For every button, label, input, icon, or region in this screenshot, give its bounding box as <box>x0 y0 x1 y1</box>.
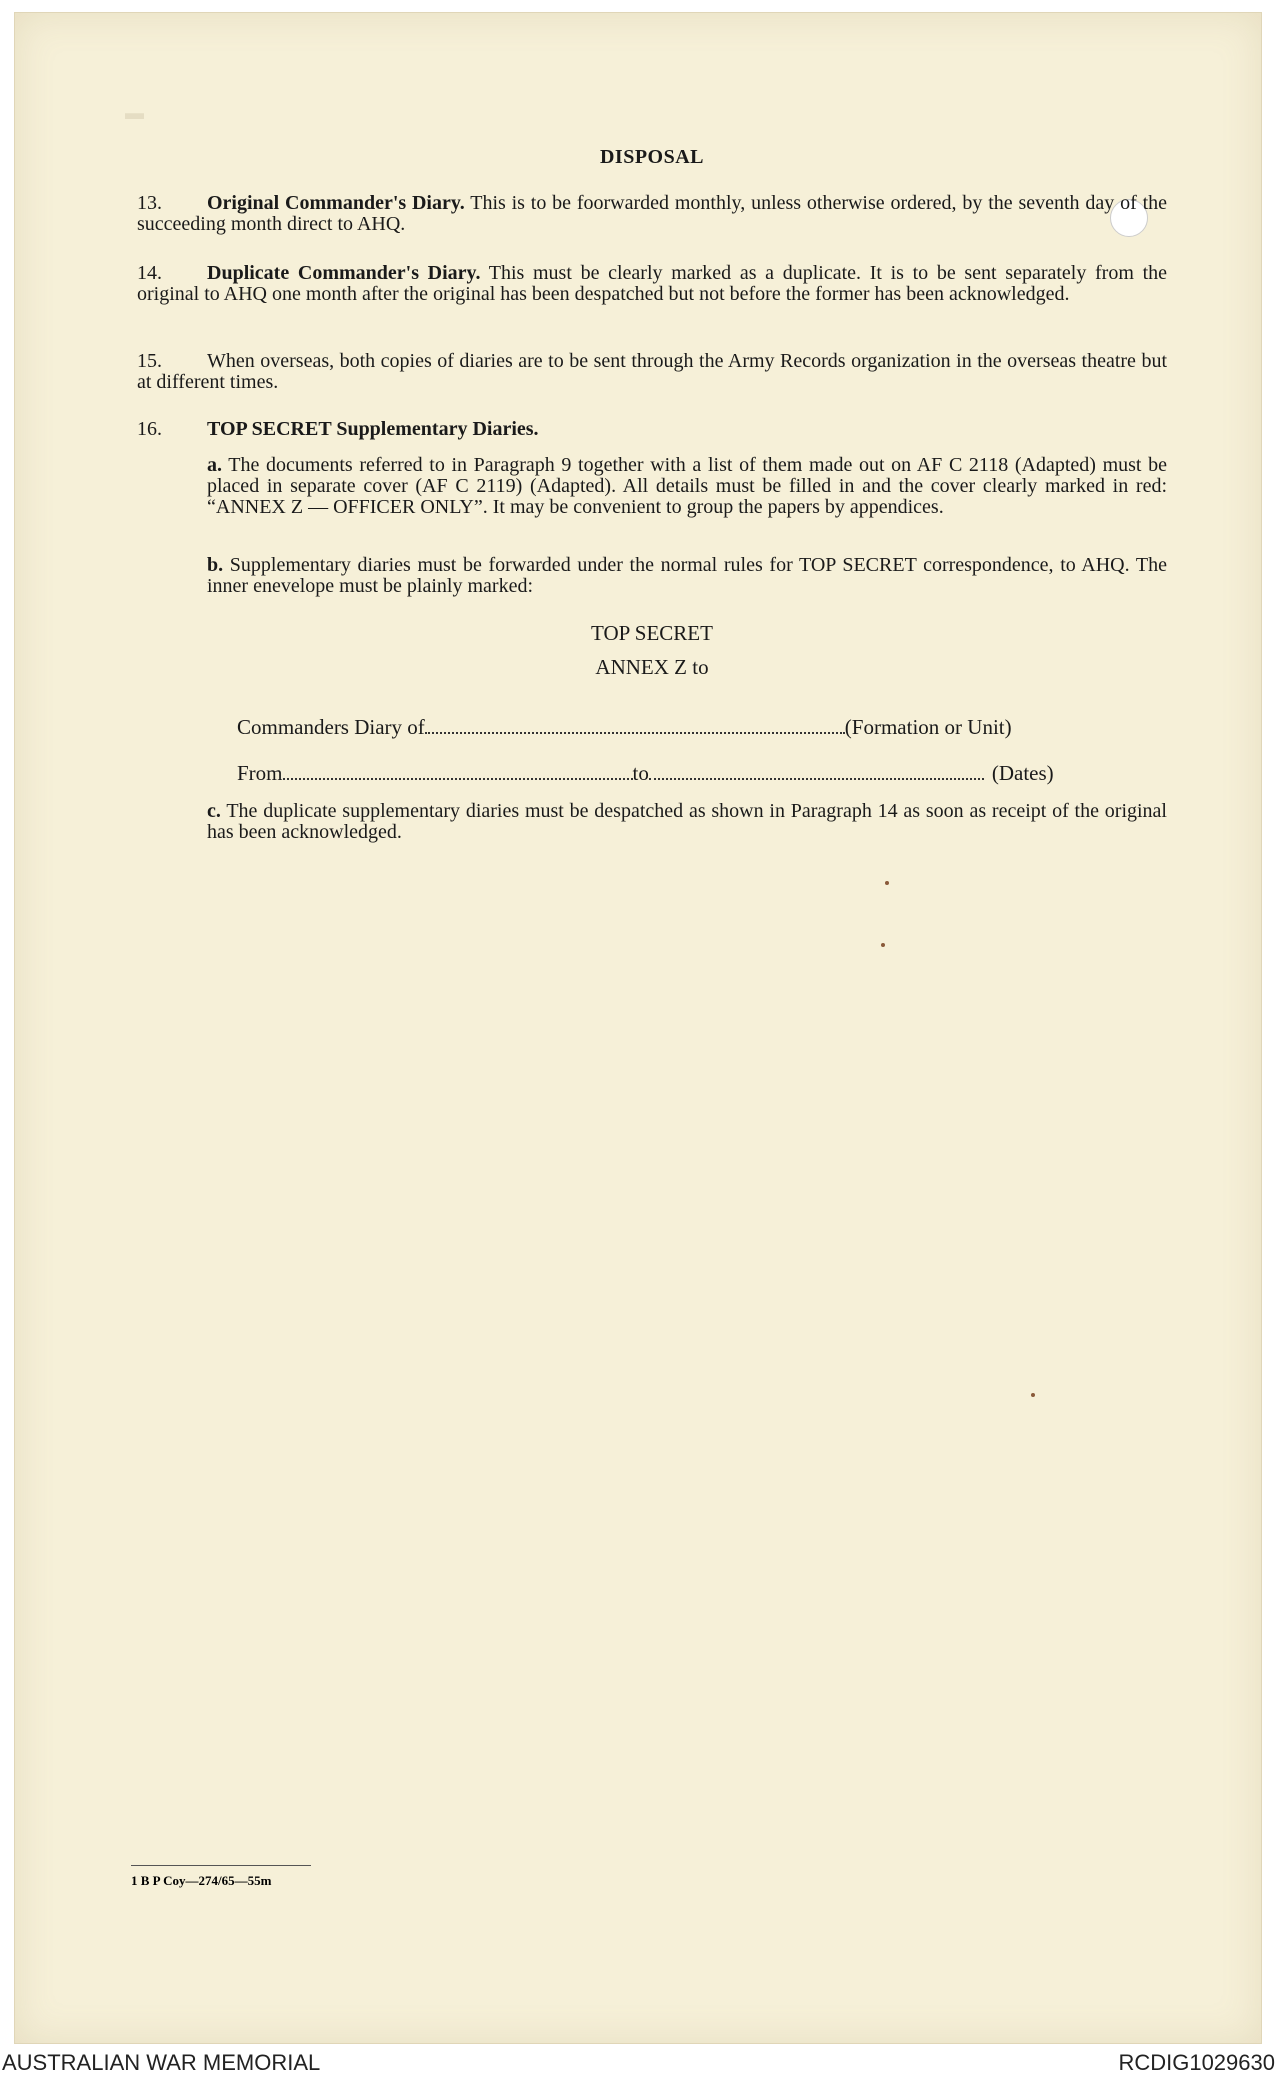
sub-item-text: The documents referred to in Paragraph 9 together with a list of them made out on AF C 2118 (Adapted) must be placed in separate cover (AF C 2119) (Adapted). All details must be filled in and the cover clearly marked in red: “ANNEX Z — OFFICER ONLY”. It may be convenient to group the papers by appendices. <box>207 454 1167 518</box>
commanders-diary-line <box>237 717 1167 738</box>
paragraph-title: TOP SECRET Supplementary Diaries. <box>207 418 539 440</box>
paragraph-number: 15. <box>137 350 162 372</box>
stain-spot <box>1031 1393 1035 1397</box>
to-label: to <box>632 761 649 785</box>
dotted-fill-line <box>283 764 633 780</box>
archive-caption-right: RCDIG1029630 <box>1118 2050 1275 2075</box>
paragraph-number: 13. <box>137 192 162 214</box>
paragraph-text: This must be clearly marked as a duplicate. It is to be sent separately from the original to AHQ one month after the original has been despatched but not before the former has been acknowledged. <box>137 262 1168 305</box>
from-to-line <box>237 763 1167 784</box>
stain-spot <box>885 881 889 885</box>
paragraph-number: 16. <box>137 418 162 440</box>
paragraph-text: This is to be foorwarded monthly, unless otherwise ordered, by the seventh day of the succeeding month direct to AHQ. <box>137 192 1168 235</box>
paragraph-15 <box>137 351 1167 393</box>
section-heading: DISPOSAL <box>599 146 705 168</box>
sub-item-text: The duplicate supplementary diaries must be despatched as shown in Paragraph 14 as soon as receipt of the original has been acknowledged. <box>207 800 1167 843</box>
paragraph-number: 14. <box>137 262 162 284</box>
dates-suffix: (Dates) <box>991 761 1054 785</box>
sub-item-c <box>207 801 1167 843</box>
dotted-fill-line <box>649 764 984 780</box>
sub-item-b <box>207 555 1167 597</box>
paragraph-title: Duplicate Commander's Diary. <box>207 262 481 284</box>
diary-suffix: (Formation or Unit) <box>844 715 1012 739</box>
sub-item-text: Supplementary diaries must be forwarded under the normal rules for TOP SECRET correspondence, to AHQ. The inner enevelope must be plainly marked: <box>207 554 1167 597</box>
sub-item-label: b. <box>207 554 224 576</box>
document-page <box>14 12 1262 2044</box>
archive-caption-left: AUSTRALIAN WAR MEMORIAL <box>2 2050 321 2075</box>
envelope-top-secret: TOP SECRET <box>591 621 713 645</box>
paragraph-title: Original Commander's Diary. <box>207 192 465 214</box>
paragraph-16 <box>137 419 1167 440</box>
bleed-through-mark: ▬ <box>125 103 144 124</box>
footnote-rule <box>131 1865 311 1866</box>
stain-spot <box>881 943 885 947</box>
sub-item-label: a. <box>207 454 222 476</box>
sub-item-label: c. <box>207 800 221 822</box>
dotted-fill-line <box>425 718 845 734</box>
diary-label: Commanders Diary of <box>237 715 425 739</box>
envelope-annex-z: ANNEX Z to <box>595 655 709 679</box>
paragraph-14 <box>137 263 1167 305</box>
from-label: From <box>237 761 283 785</box>
sub-item-a <box>207 455 1167 518</box>
printer-footnote: 1 B P Coy—274/65—55m <box>131 1873 272 1888</box>
paragraph-text: When overseas, both copies of diaries are to be sent through the Army Records organization in the overseas theatre but at different times. <box>137 350 1167 393</box>
paragraph-13 <box>137 193 1167 235</box>
